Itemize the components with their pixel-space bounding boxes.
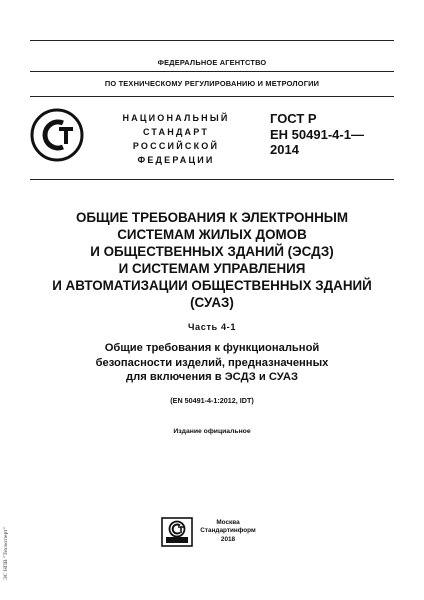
top-rule xyxy=(30,40,394,41)
publisher-year: 2018 xyxy=(220,535,236,543)
title-line: И ОБЩЕСТВЕННЫХ ЗДАНИЙ (ЭСДЗ) xyxy=(90,244,334,259)
identity-reference: (EN 50491-4-1:2012, IDT) xyxy=(170,396,254,405)
title-line: СИСТЕМАМ ЖИЛЫХ ДОМОВ xyxy=(117,227,307,242)
title-line: И АВТОМАТИЗАЦИИ ОБЩЕСТВЕННЫХ ЗДАНИЙ xyxy=(52,278,372,293)
subtitle-line: безопасности изделий, предназначенных xyxy=(95,356,329,369)
title-line: И СИСТЕМАМ УПРАВЛЕНИЯ xyxy=(118,261,306,276)
header-rule xyxy=(30,71,394,72)
header-rule-lower xyxy=(30,96,394,97)
subtitle-line: Общие требования к функциональной xyxy=(104,342,320,354)
block-rule xyxy=(30,179,394,180)
title-line: (СУАЗ) xyxy=(190,295,234,310)
part-number: Часть 4-1 xyxy=(187,322,237,332)
side-watermark-note: ЭС НПВ "Техэксперт" xyxy=(3,526,9,580)
document-title xyxy=(0,209,424,311)
document-subtitle xyxy=(0,341,424,385)
gost-line-2: ЕН 50491-4-1— xyxy=(270,126,364,142)
subtitle-line: для включения в ЭСДЗ и СУАЗ xyxy=(126,371,298,383)
national-standard-line: РОССИЙСКОЙ xyxy=(132,141,220,151)
title-line: ОБЩИЕ ТРЕБОВАНИЯ К ЭЛЕКТРОННЫМ xyxy=(75,210,349,225)
publisher-name: Стандартинформ xyxy=(200,527,256,535)
gost-r-emblem-icon xyxy=(30,108,84,162)
publisher-info xyxy=(198,519,258,544)
gost-line-3: 2014 xyxy=(270,142,299,157)
gost-line-1: ГОСТ Р xyxy=(270,111,317,126)
gost-designation xyxy=(270,111,364,158)
national-standard-line: СТАНДАРТ xyxy=(142,127,210,137)
official-edition: Издание официальное xyxy=(173,428,251,435)
national-standard-line: НАЦИОНАЛЬНЫЙ xyxy=(122,113,230,123)
agency-name: ФЕДЕРАЛЬНОЕ АГЕНТСТВО xyxy=(157,58,267,67)
publisher-city: Москва xyxy=(216,519,240,526)
standartinform-logo-icon xyxy=(161,517,193,547)
regulation-line: ПО ТЕХНИЧЕСКОМУ РЕГУЛИРОВАНИЮ И МЕТРОЛОГИИ xyxy=(104,79,320,88)
national-standard-line: ФЕДЕРАЦИИ xyxy=(137,155,215,165)
national-standard-label xyxy=(112,111,240,167)
